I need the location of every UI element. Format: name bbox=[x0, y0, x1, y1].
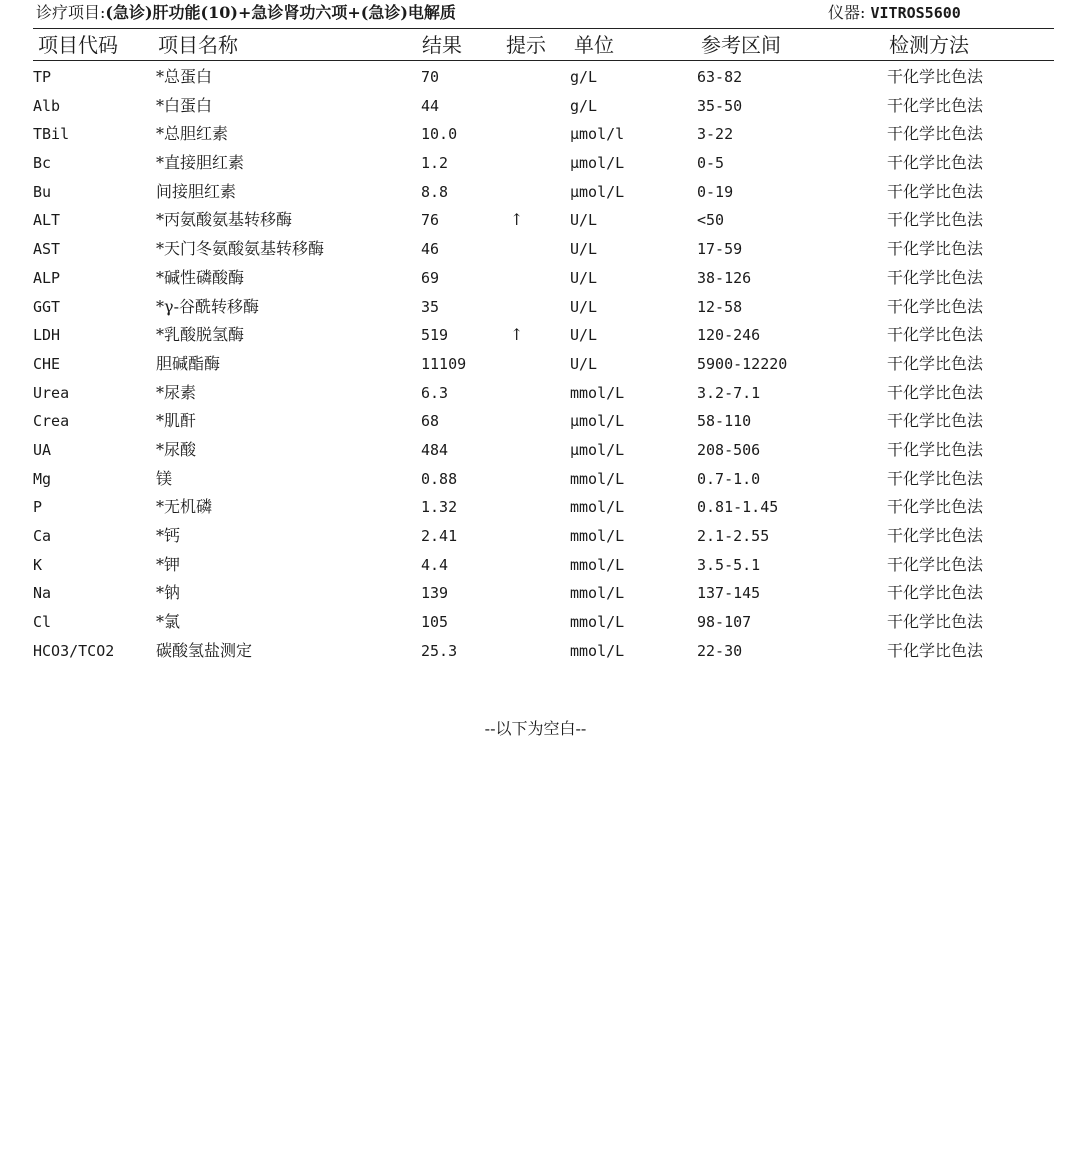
cell-result: 11109 bbox=[421, 354, 467, 373]
project-label: 诊疗项目: bbox=[36, 3, 106, 22]
cell-name: *无机磷 bbox=[156, 497, 213, 517]
table-row bbox=[0, 436, 1071, 465]
cell-reference: 12-58 bbox=[697, 297, 743, 316]
cell-method: 干化学比色法 bbox=[887, 640, 984, 660]
table-row bbox=[0, 92, 1071, 121]
column-header-unit: 单位 bbox=[574, 33, 614, 57]
column-header-method: 检测方法 bbox=[889, 33, 969, 57]
cell-unit: mmol/L bbox=[570, 584, 625, 603]
cell-method: 干化学比色法 bbox=[887, 325, 984, 345]
cell-unit: U/L bbox=[570, 240, 598, 259]
cell-result: 35 bbox=[421, 297, 440, 316]
table-row bbox=[0, 350, 1071, 379]
cell-unit: U/L bbox=[570, 326, 598, 345]
column-header-result: 结果 bbox=[422, 33, 462, 57]
instrument-value: VITROS5600 bbox=[870, 4, 961, 22]
cell-method: 干化学比色法 bbox=[887, 497, 984, 517]
cell-method: 干化学比色法 bbox=[887, 124, 984, 144]
cell-unit: g/L bbox=[570, 68, 598, 86]
cell-result: 519 bbox=[421, 326, 449, 345]
instrument-info bbox=[828, 2, 961, 24]
cell-result: 139 bbox=[421, 584, 449, 603]
cell-unit: mmol/L bbox=[570, 613, 625, 632]
cell-method: 干化学比色法 bbox=[887, 439, 984, 459]
cell-code: AST bbox=[33, 240, 61, 259]
cell-code: TP bbox=[33, 68, 52, 86]
cell-result: 68 bbox=[421, 412, 440, 431]
cell-name: *天门冬氨酸氨基转移酶 bbox=[156, 239, 325, 259]
cell-unit: μmol/L bbox=[570, 182, 625, 201]
cell-method: 干化学比色法 bbox=[887, 239, 984, 259]
cell-unit: mmol/L bbox=[570, 469, 625, 488]
cell-result: 8.8 bbox=[421, 182, 449, 201]
cell-result: 44 bbox=[421, 96, 440, 115]
cell-unit: mmol/L bbox=[570, 641, 625, 660]
project-value: (急诊)肝功能(10)+急诊肾功六项+(急诊)电解质 bbox=[105, 3, 456, 22]
cell-method: 干化学比色法 bbox=[887, 612, 984, 632]
cell-reference: 208-506 bbox=[697, 440, 761, 459]
table-row bbox=[0, 493, 1071, 522]
cell-reference: 3-22 bbox=[697, 125, 734, 144]
cell-name: 胆碱酯酶 bbox=[156, 353, 221, 373]
instrument-label: 仪器: bbox=[828, 3, 866, 22]
cell-name: *总胆红素 bbox=[156, 124, 229, 144]
cell-name: *钠 bbox=[156, 583, 181, 603]
cell-code: Crea bbox=[33, 412, 70, 431]
cell-unit: mmol/L bbox=[570, 383, 625, 402]
cell-code: ALT bbox=[33, 211, 61, 230]
cell-reference: 3.5-5.1 bbox=[697, 555, 761, 574]
cell-result: 76 bbox=[421, 211, 440, 230]
cell-result: 25.3 bbox=[421, 641, 458, 660]
header-rule-top bbox=[33, 28, 1054, 29]
cell-result: 69 bbox=[421, 268, 440, 287]
table-row bbox=[0, 149, 1071, 178]
cell-name: *肌酐 bbox=[156, 411, 197, 431]
cell-code: Alb bbox=[33, 96, 61, 115]
cell-code: ALP bbox=[33, 268, 61, 287]
cell-code: K bbox=[33, 555, 43, 574]
cell-name: *直接胆红素 bbox=[156, 153, 245, 173]
cell-method: 干化学比色法 bbox=[887, 468, 984, 488]
cell-reference: 63-82 bbox=[697, 68, 743, 86]
cell-reference: 98-107 bbox=[697, 613, 752, 632]
cell-code: CHE bbox=[33, 354, 61, 373]
cell-method: 干化学比色法 bbox=[887, 267, 984, 287]
cell-name: 镁 bbox=[156, 468, 173, 488]
blank-below-marker: --以下为空白-- bbox=[484, 719, 587, 738]
cell-unit: μmol/L bbox=[570, 412, 625, 431]
cell-result: 1.2 bbox=[421, 154, 449, 173]
cell-result: 484 bbox=[421, 440, 449, 459]
cell-reference: 22-30 bbox=[697, 641, 743, 660]
cell-unit: μmol/L bbox=[570, 154, 625, 173]
cell-code: GGT bbox=[33, 297, 61, 316]
cell-unit: U/L bbox=[570, 268, 598, 287]
cell-code: P bbox=[33, 498, 43, 517]
cell-name: 间接胆红素 bbox=[156, 181, 237, 201]
cell-code: Bc bbox=[33, 154, 52, 173]
cell-code: Bu bbox=[33, 182, 52, 201]
cell-result: 0.88 bbox=[421, 469, 458, 488]
cell-method: 干化学比色法 bbox=[887, 95, 984, 115]
column-header-flag: 提示 bbox=[506, 33, 546, 57]
cell-reference: 3.2-7.1 bbox=[697, 383, 761, 402]
cell-code: HCO3/TCO2 bbox=[33, 641, 115, 660]
column-header-code: 项目代码 bbox=[38, 33, 118, 57]
cell-code: Na bbox=[33, 584, 52, 603]
cell-method: 干化学比色法 bbox=[887, 583, 984, 603]
header-rule-bottom bbox=[33, 60, 1054, 61]
cell-name: *总蛋白 bbox=[156, 67, 213, 86]
cell-unit: U/L bbox=[570, 211, 598, 230]
cell-code: UA bbox=[33, 440, 52, 459]
cell-name: *钙 bbox=[156, 526, 181, 545]
cell-code: LDH bbox=[33, 326, 61, 345]
cell-method: 干化学比色法 bbox=[887, 411, 984, 431]
cell-name: *丙氨酸氨基转移酶 bbox=[156, 210, 293, 230]
cell-result: 105 bbox=[421, 613, 449, 632]
cell-result: 70 bbox=[421, 68, 440, 86]
cell-name: *γ-谷酰转移酶 bbox=[156, 296, 259, 316]
column-header-reference: 参考区间 bbox=[701, 33, 781, 57]
cell-reference: 0.81-1.45 bbox=[697, 498, 779, 517]
cell-result: 2.41 bbox=[421, 527, 458, 545]
cell-code: Cl bbox=[33, 613, 52, 632]
column-header-name: 项目名称 bbox=[158, 33, 238, 57]
cell-name: *氯 bbox=[156, 612, 181, 632]
cell-reference: 35-50 bbox=[697, 96, 743, 115]
cell-flag: ↑ bbox=[510, 210, 524, 230]
table-row bbox=[0, 120, 1071, 149]
table-row bbox=[0, 579, 1071, 608]
cell-method: 干化学比色法 bbox=[887, 210, 984, 230]
report-header bbox=[36, 2, 1053, 24]
cell-unit: mmol/L bbox=[570, 527, 625, 545]
cell-reference: 2.1-2.55 bbox=[697, 527, 770, 545]
cell-reference: 0.7-1.0 bbox=[697, 469, 761, 488]
cell-name: *尿酸 bbox=[156, 439, 197, 459]
cell-result: 46 bbox=[421, 240, 440, 259]
cell-result: 10.0 bbox=[421, 125, 458, 144]
cell-name: *乳酸脱氢酶 bbox=[156, 325, 245, 345]
cell-unit: U/L bbox=[570, 354, 598, 373]
table-row bbox=[0, 551, 1071, 580]
cell-code: TBil bbox=[33, 125, 70, 144]
cell-unit: μmol/l bbox=[570, 125, 625, 144]
cell-method: 干化学比色法 bbox=[887, 382, 984, 402]
table-row bbox=[0, 63, 1071, 92]
cell-reference: 137-145 bbox=[697, 584, 761, 603]
cell-reference: 17-59 bbox=[697, 240, 743, 259]
table-row bbox=[0, 178, 1071, 207]
cell-reference: 0-19 bbox=[697, 182, 734, 201]
table-row bbox=[0, 522, 1071, 551]
cell-unit: mmol/L bbox=[570, 555, 625, 574]
cell-result: 4.4 bbox=[421, 555, 449, 574]
cell-method: 干化学比色法 bbox=[887, 181, 984, 201]
cell-reference: <50 bbox=[697, 211, 725, 230]
cell-reference: 120-246 bbox=[697, 326, 761, 345]
table-row bbox=[0, 465, 1071, 494]
cell-name: *尿素 bbox=[156, 382, 197, 402]
cell-code: Ca bbox=[33, 527, 52, 545]
cell-result: 6.3 bbox=[421, 383, 449, 402]
table-row bbox=[0, 321, 1071, 350]
table-row bbox=[0, 407, 1071, 436]
table-row bbox=[0, 379, 1071, 408]
cell-unit: mmol/L bbox=[570, 498, 625, 517]
cell-method: 干化学比色法 bbox=[887, 526, 984, 545]
cell-method: 干化学比色法 bbox=[887, 353, 984, 373]
table-row bbox=[0, 608, 1071, 637]
cell-unit: g/L bbox=[570, 96, 598, 115]
cell-name: *钾 bbox=[156, 554, 181, 574]
table-row bbox=[0, 235, 1071, 264]
cell-method: 干化学比色法 bbox=[887, 296, 984, 316]
cell-name: *碱性磷酸酶 bbox=[156, 267, 245, 287]
cell-reference: 5900-12220 bbox=[697, 354, 788, 373]
cell-reference: 58-110 bbox=[697, 412, 752, 431]
cell-reference: 0-5 bbox=[697, 154, 725, 173]
cell-unit: U/L bbox=[570, 297, 598, 316]
cell-code: Mg bbox=[33, 469, 52, 488]
results-table-body bbox=[0, 63, 1071, 665]
cell-reference: 38-126 bbox=[697, 268, 752, 287]
table-row bbox=[0, 293, 1071, 322]
cell-method: 干化学比色法 bbox=[887, 153, 984, 173]
cell-code: Urea bbox=[33, 383, 70, 402]
table-row bbox=[0, 206, 1071, 235]
cell-flag: ↑ bbox=[510, 325, 524, 345]
table-row bbox=[0, 264, 1071, 293]
table-row bbox=[0, 637, 1071, 666]
cell-unit: μmol/L bbox=[570, 440, 625, 459]
cell-name: 碳酸氢盐测定 bbox=[156, 640, 253, 660]
cell-method: 干化学比色法 bbox=[887, 554, 984, 574]
cell-result: 1.32 bbox=[421, 498, 458, 517]
cell-method: 干化学比色法 bbox=[887, 67, 984, 86]
cell-name: *白蛋白 bbox=[156, 95, 213, 115]
